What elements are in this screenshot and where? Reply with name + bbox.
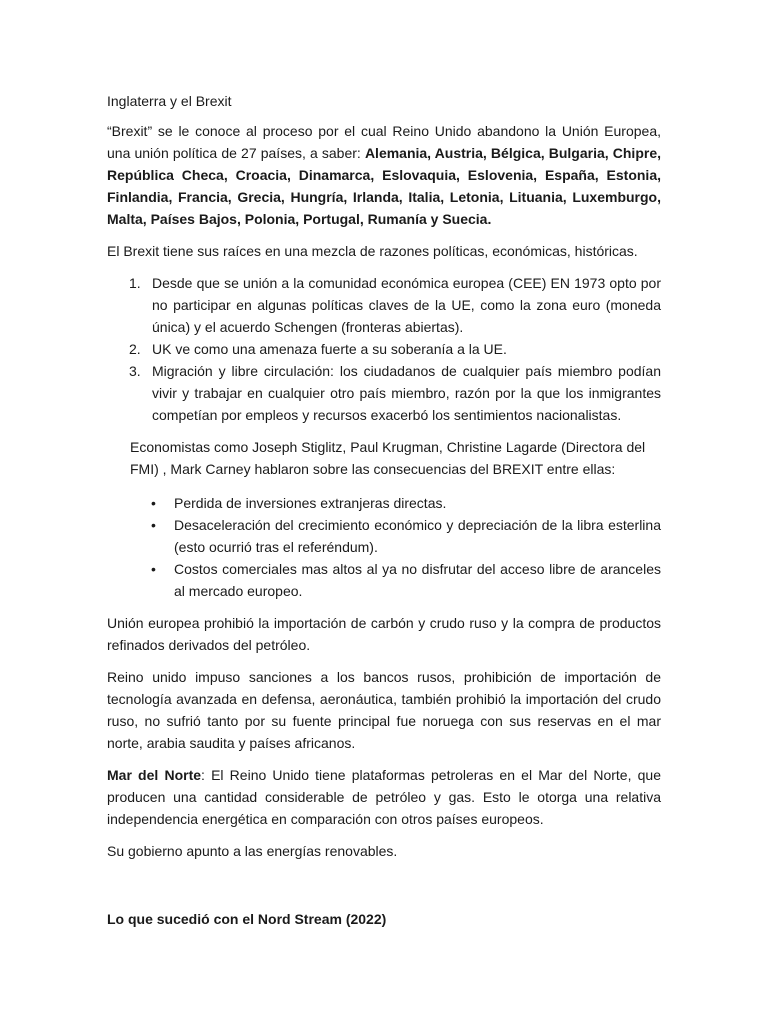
roots-paragraph: El Brexit tiene sus raíces en una mezcla de razones políticas, económicas, históricas. — [107, 243, 638, 259]
north-sea-text: : El Reino Unido tiene plataformas petroleras en el Mar del Norte, que producen una cantidad considerable de petróleo y gas. Esto le otorga una relativa independencia energética en comparación con otros países europeos. — [107, 767, 661, 827]
document-title: Inglaterra y el Brexit — [107, 93, 232, 109]
list-item-text: Desde que se unión a la comunidad económica europea (CEE) EN 1973 opto por no participar en algunas políticas claves de la UE, como la zona euro (moneda única) y el acuerdo Schengen (fronteras abiertas). — [152, 275, 661, 335]
bullet-icon: • — [151, 495, 156, 511]
list-item-text: Desaceleración del crecimiento económico y depreciación de la libra esterlina (esto ocurrió tras el referéndum). — [174, 517, 661, 555]
consequences-list — [107, 492, 661, 602]
uk-sanctions-paragraph: Reino unido impuso sanciones a los bancos rusos, prohibición de importación de tecnología avanzada en defensa, aeronáutica, también prohibió la importación del crudo ruso, no sufrió tanto por su fuente principal fue noruega con sus reservas en el mar norte, arabia saudita y países africanos. — [107, 669, 661, 751]
list-number: 2. — [129, 341, 141, 357]
economists-paragraph: Economistas como Joseph Stiglitz, Paul Krugman, Christine Lagarde (Directora del FMI) , Mark Carney hablaron sobre las consecuencias del BREXIT entre ellas: — [130, 439, 646, 477]
intro-paragraph — [107, 120, 661, 230]
list-item-text: Costos comerciales mas altos al ya no disfrutar del acceso libre de aranceles al mercado europeo. — [174, 561, 661, 599]
eu-ban-paragraph: Unión europea prohibió la importación de carbón y crudo ruso y la compra de productos refinados derivados del petróleo. — [107, 615, 661, 653]
list-item — [107, 360, 661, 426]
nord-stream-heading: Lo que sucedió con el Nord Stream (2022) — [107, 911, 387, 927]
north-sea-paragraph — [107, 764, 661, 830]
list-item-text: Migración y libre circulación: los ciudadanos de cualquier país miembro podían vivir y trabajar en cualquier otro país miembro, razón por la que los inmigrantes competían por empleos y recursos exacerbó los sentimientos nacionalistas. — [152, 363, 661, 423]
bullet-icon: • — [151, 561, 156, 577]
list-item — [107, 272, 661, 338]
list-number: 1. — [129, 275, 141, 291]
renewables-paragraph: Su gobierno apunto a las energías renovables. — [107, 843, 398, 859]
list-item — [107, 558, 661, 602]
intro-plain-text: “Brexit” se le conoce al proceso por el cual Reino Unido abandono la Unión Europea, una unión política de 27 países, a saber: — [107, 123, 661, 161]
list-number: 3. — [129, 363, 141, 379]
north-sea-label: Mar del Norte — [107, 767, 202, 783]
bullet-icon: • — [151, 517, 156, 533]
list-item-text: Perdida de inversiones extranjeras directas. — [174, 495, 447, 511]
intro-country-list: Alemania, Austria, Bélgica, Bulgaria, Chipre, República Checa, Croacia, Dinamarca, Eslovaquia, Eslovenia, España, Estonia, Finlandia, Francia, Grecia, Hungría, Irlanda, Italia, Letonia, Lituania, Luxemburgo, Malta, Países Bajos, Polonia, Portugal, Rumanía y Suecia. — [107, 145, 661, 227]
list-item — [107, 514, 661, 558]
list-item-text: UK ve como una amenaza fuerte a su soberanía a la UE. — [152, 341, 507, 357]
document-body — [107, 90, 661, 872]
reasons-list — [107, 272, 661, 426]
list-item — [107, 492, 661, 514]
list-item — [107, 338, 661, 360]
